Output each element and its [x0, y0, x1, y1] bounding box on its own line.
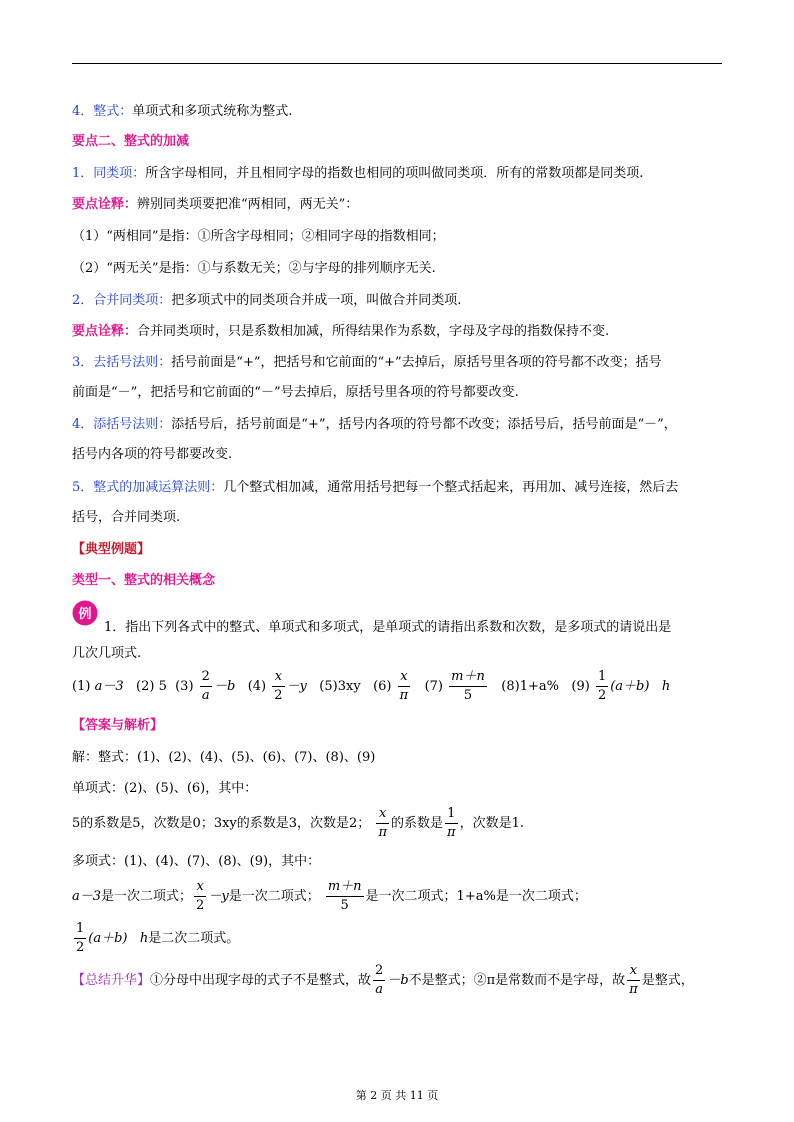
page-footer: 第 2 页 共 11 页 — [355, 1089, 439, 1102]
solution-line-2: 单项式：(2)、(5)、(6)，其中： — [72, 781, 258, 796]
expr6-fraction: $\frac{x}{\pi}$ — [399, 669, 409, 703]
note1-text: 辨别同类项要把准“两相同，两无关”： — [137, 197, 359, 212]
combine-num: 2． — [72, 293, 94, 308]
sol3-c: ，次数是1. — [459, 816, 524, 831]
like-terms-num: 1． — [72, 166, 94, 181]
examples-heading: 【典型例题】 — [72, 542, 151, 557]
like-terms-line — [72, 164, 643, 184]
combine-line — [72, 291, 461, 311]
like-terms-term: 同类项： — [93, 166, 146, 181]
rule5-text-1: 几个整式相加减，通常用括号把每一个整式括起来，再用加、减号连接，然后去 — [223, 480, 679, 495]
combine-text: 把多项式中的同类项合并成一项，叫做合并同类项. — [171, 293, 462, 308]
combine-term: 合并同类项： — [93, 293, 172, 308]
remove-line-1 — [72, 353, 662, 373]
expr1-label: (1) — [72, 679, 91, 694]
expr2: 5 — [158, 679, 167, 694]
summary-fraction-2: $\frac{x}{\pi}$ — [629, 963, 638, 997]
remove-term: 去括号法则： — [93, 355, 172, 370]
item4-text: 单项式和多项式统称为整式. — [132, 104, 293, 119]
example-badge-icon — [72, 600, 98, 626]
solution-line-5 — [72, 878, 587, 916]
note1-a: （1）“两相同”是指：①所含字母相同；②相同字母的指数相同； — [72, 229, 445, 244]
summary-text-a: ①分母中出现字母的式子不是整式，故 — [150, 973, 372, 988]
summary-text-c: 是整式， — [641, 973, 694, 988]
sol3-b: 的系数是 — [391, 816, 444, 831]
item4-line — [72, 102, 292, 122]
item4-num: 4． — [72, 104, 94, 119]
sol5-d: 是一次二项式；1+a%是一次二项式； — [365, 889, 587, 904]
expr5: 3xy — [337, 679, 361, 694]
expr8: 1+a% — [519, 679, 559, 694]
rule5-line-2: 括号，合并同类项. — [72, 510, 181, 525]
expr4-tail: －y — [286, 679, 307, 694]
example-badge-text: 例 — [78, 607, 92, 622]
expr4-fraction: $\frac{x}{2}$ — [274, 669, 283, 703]
type1-heading: 类型一、整式的相关概念 — [72, 573, 216, 588]
expr4-label: (4) — [247, 679, 267, 694]
summary-ftail: －b — [387, 973, 409, 988]
remove-line-2: 前面是“－”，把括号和它前面的“－”号去掉后，原括号里各项的符号都要改变. — [72, 385, 519, 400]
sol5-c: 是一次二项式； — [228, 889, 320, 904]
note2-label: 要点诠释： — [72, 324, 138, 339]
rule5-num: 5． — [72, 480, 94, 495]
sol6-tail: (a＋b) — [88, 931, 128, 946]
note2-text: 合并同类项时，只是系数相加减，所得结果作为系数，字母及字母的指数保持不变. — [137, 324, 610, 339]
expr3-tail: －b — [213, 679, 236, 694]
note1-b: （2）“两无关”是指：①与系数无关；②与字母的排列顺序无关. — [72, 261, 436, 276]
note1-line — [72, 195, 358, 215]
example1-line-2: 几次几项式. — [72, 646, 142, 661]
expr2-label: (2) — [136, 679, 155, 694]
sol5-fraction-2: $\frac{m+n}{5}$ — [327, 879, 362, 913]
expr1: a－3 — [94, 679, 124, 694]
expressions-row — [72, 668, 670, 706]
expr3-label: (3) — [175, 679, 194, 694]
remove-text-1: 括号前面是“+”，把括号和它前面的“+”去掉后，原括号里各项的符号都不改变；括号 — [171, 355, 662, 370]
sol3-fraction-1: $\frac{x}{\pi}$ — [378, 806, 387, 840]
rule5-term: 整式的加减运算法则： — [93, 480, 224, 495]
expr9-label: (9) — [571, 679, 590, 694]
add-line-1 — [72, 415, 677, 435]
rule5-line-1 — [72, 478, 678, 498]
sol5-a: a－3 — [72, 889, 102, 904]
summary-fraction-1: $\frac{2}{a}$ — [375, 963, 384, 997]
expr10: h — [661, 679, 671, 694]
sol5-fraction-1: $\frac{x}{2}$ — [196, 879, 205, 913]
note1-label: 要点诠释： — [72, 197, 138, 212]
expr7-fraction: $\frac{m+n}{5}$ — [451, 669, 485, 703]
expr6-label: (6) — [373, 679, 392, 694]
example1-line-1: 1．指出下列各式中的整式、单项式和多项式，是单项式的请指出系数和次数，是多项式的请说出是 — [104, 620, 672, 635]
sol6-h: h — [139, 931, 149, 946]
like-terms-text: 所含字母相同，并且相同字母的指数也相同的项叫做同类项．所有的常数项都是同类项. — [145, 166, 644, 181]
expr9-fraction: $\frac{1}{2}$ — [597, 669, 607, 703]
solution-line-4: 多项式：(1)、(4)、(7)、(8)、(9)，其中： — [72, 854, 321, 869]
solution-line-3 — [72, 805, 524, 843]
sol6-text: 是二次二项式。 — [148, 931, 240, 946]
note2-line — [72, 322, 609, 342]
expr7-label: (7) — [424, 679, 444, 694]
summary-label: 【总结升华】 — [72, 973, 151, 988]
header-rule — [72, 63, 722, 64]
add-term: 添括号法则： — [93, 417, 172, 432]
item4-term: 整式： — [93, 104, 133, 119]
expr8-label: (8) — [501, 679, 520, 694]
remove-num: 3． — [72, 355, 94, 370]
sol3-a: 5的系数是5，次数是0；3xy的系数是3，次数是2； — [72, 816, 371, 831]
solution-line-1: 解：整式：(1)、(2)、(4)、(5)、(6)、(7)、(8)、(9) — [72, 750, 376, 765]
sol3-fraction-2: $\frac{1}{\pi}$ — [447, 806, 456, 840]
add-text-1: 添括号后，括号前面是“+”，括号内各项的符号都不改变；添括号后，括号前面是“－”， — [171, 417, 677, 432]
answer-heading: 【答案与解析】 — [72, 718, 164, 733]
sol5-ftail: －y — [208, 889, 229, 904]
solution-line-6 — [72, 920, 239, 958]
summary-text-b: 不是整式；②π是常数而不是字母，故 — [408, 973, 626, 988]
summary-line — [72, 962, 694, 1000]
point2-heading: 要点二、整式的加减 — [72, 134, 190, 149]
add-line-2: 括号内各项的符号都要改变. — [72, 447, 233, 462]
expr3-fraction: $\frac{2}{a}$ — [201, 669, 210, 703]
sol6-fraction: $\frac{1}{2}$ — [76, 921, 85, 955]
expr5-label: (5) — [319, 679, 338, 694]
add-num: 4． — [72, 417, 94, 432]
sol5-b: 是一次二项式； — [101, 889, 193, 904]
expr9-tail: (a＋b) — [610, 679, 650, 694]
